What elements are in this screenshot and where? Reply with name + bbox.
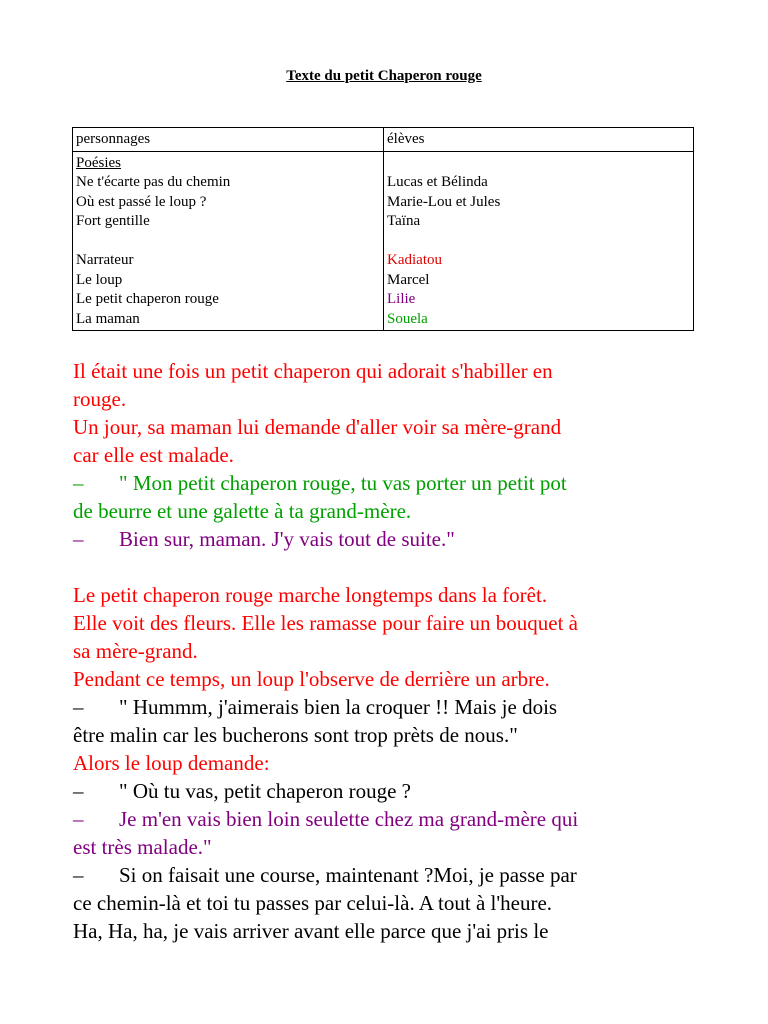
story-text (73, 357, 713, 945)
dialogue-loup: Ha, Ha, ha, je vais arriver avant elle parce que j'ai pris le (73, 919, 549, 943)
dialogue-loup (73, 693, 713, 721)
dialogue-dash: – (73, 863, 84, 887)
table-header-row (73, 128, 694, 152)
role-name: Le loup (76, 271, 123, 288)
dialogue-chaperon: est très malade." (73, 835, 212, 859)
poem-title: Fort gentille (76, 213, 150, 229)
dialogue-text: " Mon petit chaperon rouge, tu vas porter un petit pot (119, 471, 567, 495)
dialogue-dash: – (73, 779, 84, 803)
dialogue-loup (73, 861, 713, 889)
narration-line: Le petit chaperon rouge marche longtemps dans la forêt. (73, 583, 548, 607)
role-name: Le petit chaperon rouge (76, 291, 219, 307)
poem-title: Ne t'écarte pas du chemin (76, 174, 231, 190)
dialogue-loup: être malin car les bucherons sont trop prèts de nous." (73, 723, 518, 747)
student-names: Marcel (387, 271, 430, 288)
spacer (387, 232, 690, 252)
narration-line: Un jour, sa maman lui demande d'aller voir sa mère-grand (73, 415, 562, 439)
dialogue-maman: de beurre et une galette à ta grand-mère. (73, 499, 412, 523)
role-name: La maman (76, 310, 140, 327)
cast-table (72, 127, 694, 331)
narration-line: Pendant ce temps, un loup l'observe de derrière un arbre. (73, 667, 550, 691)
poem-title: Où est passé le loup ? (76, 193, 207, 210)
dialogue-text: Si on faisait une course, maintenant ?Moi, je passe par (119, 863, 577, 887)
header-personnages: personnages (73, 128, 384, 152)
student-names: Marie-Lou et Jules (387, 193, 501, 210)
student-names: Kadiatou (387, 252, 442, 268)
dialogue-text: " Hummm, j'aimerais bien la croquer !! Mais je dois (119, 695, 558, 719)
dialogue-dash: – (73, 695, 84, 719)
student-names: Taïna (387, 213, 421, 229)
dialogue-chaperon (73, 525, 713, 553)
students-column (384, 151, 694, 331)
spacer (76, 232, 380, 252)
student-names: Souela (387, 310, 428, 327)
header-eleves: élèves (384, 128, 694, 152)
narration-line: sa mère-grand. (73, 639, 198, 663)
student-names: Lilie (387, 291, 416, 307)
dialogue-dash: – (73, 471, 84, 495)
dialogue-dash: – (73, 527, 84, 551)
roles-column (73, 151, 384, 331)
document-title: Texte du petit Chaperon rouge (286, 68, 482, 84)
paragraph-gap (73, 553, 713, 581)
dialogue-text: Je m'en vais bien loin seulette chez ma grand-mère qui (119, 807, 579, 831)
dialogue-text: " Où tu vas, petit chaperon rouge ? (119, 779, 411, 803)
role-name: Narrateur (76, 252, 134, 268)
dialogue-maman (73, 469, 713, 497)
poesies-heading: Poésies (76, 154, 121, 171)
spacer (387, 154, 690, 174)
dialogue-chaperon (73, 805, 713, 833)
table-body-row (73, 151, 694, 331)
dialogue-loup (73, 777, 713, 805)
dialogue-loup: ce chemin-là et toi tu passes par celui-là. A tout à l'heure. (73, 891, 553, 915)
narration-line: rouge. (73, 387, 127, 411)
narration-line: Il était une fois un petit chaperon qui adorait s'habiller en (73, 359, 553, 383)
narration-line: Elle voit des fleurs. Elle les ramasse pour faire un bouquet à (73, 611, 579, 635)
student-names: Lucas et Bélinda (387, 174, 488, 190)
dialogue-dash: – (73, 807, 84, 831)
dialogue-text: Bien sur, maman. J'y vais tout de suite." (119, 527, 455, 551)
narration-line: Alors le loup demande: (73, 751, 270, 775)
narration-line: car elle est malade. (73, 443, 234, 467)
